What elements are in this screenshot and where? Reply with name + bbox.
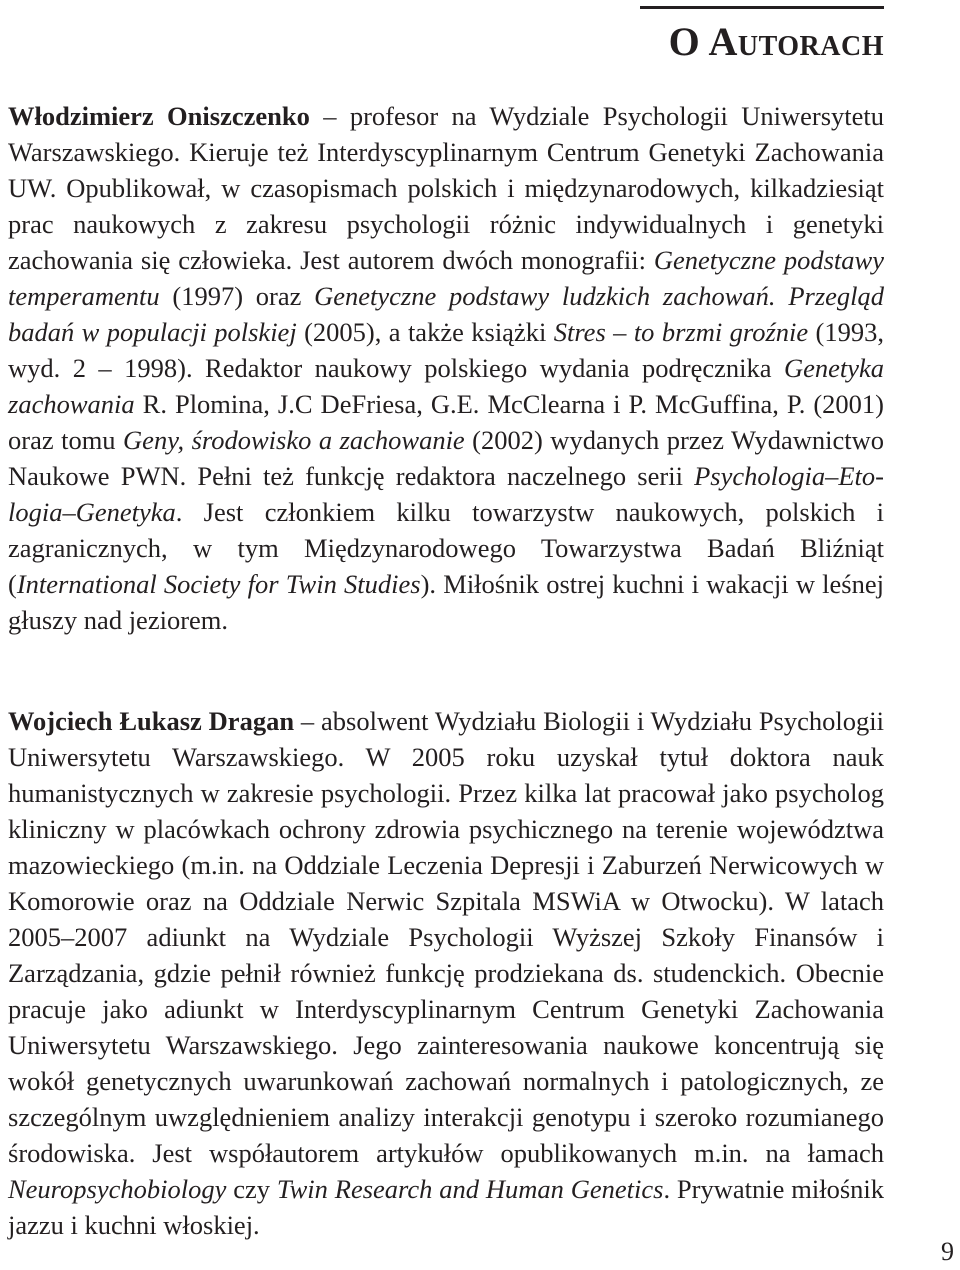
book-title: Genetyka zachowania — [8, 353, 884, 419]
bio-text: ). Miłośnik ostrej kuchni i wakacji w leśnej głuszy nad jeziorem. — [8, 569, 884, 635]
bio-text: – absolwent Wydziału Biologii i Wydziału Psychologii Uniwersytetu Warszawskiego. W 2005 roku uzyskał tytuł doktora nauk humanistycznych w zakresie psychologii. Przez kilka lat pracował jako psycholog kliniczny w placówkach ochrony zdrowia psychicznego na terenie województwa mazowieckiego (m.in. na Oddziale Leczenia Depresji i Zaburzeń Nerwicowych w Komorowie oraz na Oddziale Nerwic Szpitala MSWiA w Otwocku). W latach 2005–2007 adiunkt na Wydziale Psychologii Wyższej Szkoły Finansów i Zarządzania, gdzie pełnił również funkcję prodziekana ds. studenckich. Obecnie pracuje jako adiunkt w Interdyscyplinarnym Centrum Genetyki Zachowania Uniwersytetu Warszawskiego. Jego zainteresowania naukowe koncentrują się wokół genetycznych uwarunkowań zachowań normalnych i patologicznych, ze szczególnym uwzględnieniem analizy interakcji genotypu i szeroko rozumianego środowiska. Jest współautorem artykułów opublikowanych m.in. na łamach — [8, 706, 884, 1168]
bio-text: (1993, wyd. 2 – 1998). Redaktor naukowy polskiego wydania podręcznika — [8, 317, 884, 383]
bio-text: (2002) wydanych przez Wydawnictwo Naukowe PWN. Pełni też funkcję redaktora naczelnego serii — [8, 425, 885, 491]
bio-text: (1997) oraz — [159, 281, 315, 311]
book-title: Genetyczne podstawy temperamentu — [8, 245, 884, 311]
bio-text: czy — [226, 1174, 277, 1204]
book-title: Genetyczne podstawy ludzkich zachowań. Przegląd badań w populacji polskiej — [8, 281, 885, 347]
page-title: O Autorach — [668, 19, 884, 64]
author-bio — [8, 98, 884, 638]
bio-text: (2005), a także książki — [296, 317, 554, 347]
header-rule — [640, 6, 884, 9]
bio-text: R. Plomina, J.C DeFriesa, G.E. McClearna i P. McGuffina, P. (2001) oraz tomu — [8, 389, 884, 455]
author-bio — [8, 703, 884, 1243]
journal-title: Twin Research and Human Genetics — [276, 1174, 664, 1204]
bio-text: . Prywatnie miłośnik jazzu i kuchni włoskiej. — [8, 1174, 884, 1240]
journal-title: Neuropsychobiology — [8, 1174, 227, 1204]
author-name: Włodzimierz Oniszczenko — [8, 101, 310, 131]
book-title: Geny, środowisko a zachowanie — [123, 425, 465, 455]
book-title: Stres – to brzmi groźnie — [553, 317, 809, 347]
bio-text: – profesor na Wydziale Psychologii Uniwersytetu Warszawskiego. Kieruje też Interdyscyplinarnym Centrum Genetyki Zachowania UW. Opublikował, w czasopismach polskich i międzynarodowych, kilkadziesiąt prac naukowych z zakresu psychologii różnic indywidualnych i genetyki zachowania się człowieka. Jest autorem dwóch monografii: — [8, 101, 884, 275]
series-title: Psychologia–Etologia–Genetyka — [8, 461, 884, 527]
author-name: Wojciech Łukasz Dragan — [8, 706, 295, 736]
page-number: 9 — [941, 1237, 954, 1266]
bio-text: . Jest członkiem kilku towarzystw naukowych, polskich i zagranicznych, w tym Międzynarodowego Towarzystwa Badań Bliźniąt ( — [8, 497, 884, 599]
society-name: International Society for Twin Studies — [16, 569, 421, 599]
